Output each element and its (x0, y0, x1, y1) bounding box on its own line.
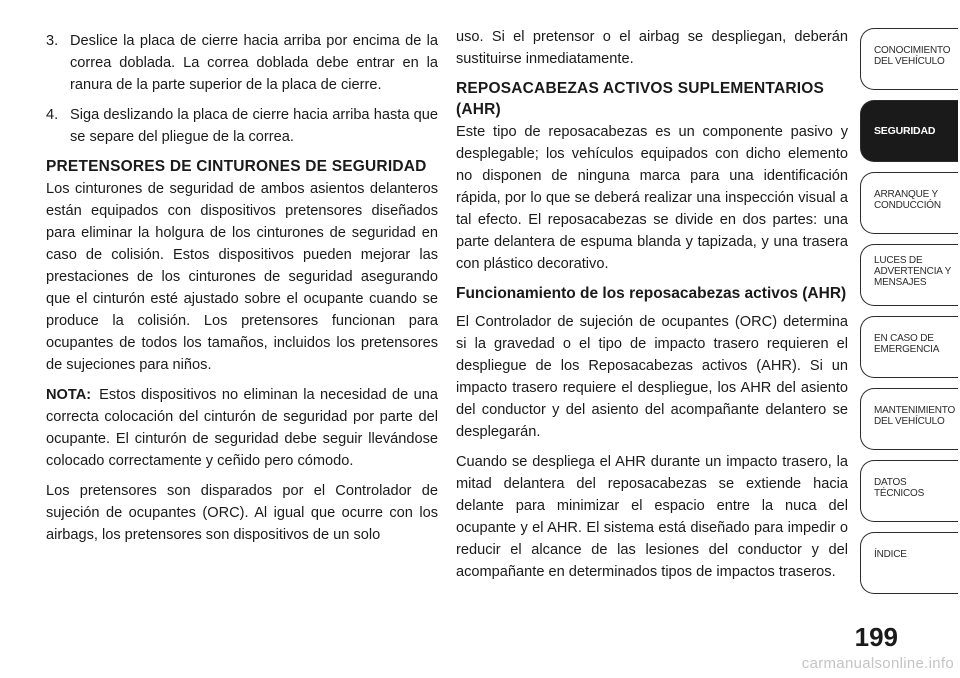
subsection-heading: Funcionamiento de los reposacabezas activos (AHR) (456, 285, 847, 302)
tab-conocimiento-del-vehiculo[interactable] (860, 28, 958, 90)
tab-label: DEL VEHÍCULO (874, 416, 945, 427)
tab-datos-tecnicos[interactable] (860, 460, 958, 522)
section-heading-ahr: REPOSACABEZAS ACTIVOS SUPLEMENTARIOS (AHR) (456, 80, 825, 118)
list-number: 3. (46, 33, 59, 49)
tab-luces-de-advertencia[interactable] (860, 244, 958, 306)
section-heading-pretensores: PRETENSORES DE CINTURONES DE SEGURIDAD (46, 158, 427, 175)
tab-label: ADVERTENCIA Y (874, 266, 952, 277)
tab-label: TÉCNICOS (874, 488, 925, 499)
list-number: 4. (46, 107, 59, 123)
note-label: NOTA: (46, 387, 92, 403)
tab-label: MANTENIMIENTO (874, 405, 956, 416)
tab-indice[interactable] (860, 532, 958, 594)
watermark: carmanualsonline.info (801, 655, 954, 672)
tab-label: LUCES DE (874, 255, 923, 266)
paragraph: Este tipo de reposacabezas es un componente pasivo y desplegable; los vehículos equipados con dicho elemento no disponen de ninguna marca para una identificación rápida, por lo que se deberá realizar una inspección visual a tal efecto. El reposacabezas se divide en dos partes: una parte delantera de espuma blanda y tapizada, y una trasera con plástico decorativo. (456, 124, 848, 272)
paragraph: Los pretensores son disparados por el Controlador de sujeción de ocupantes (ORC). Al igual que ocurre con los airbags, los pretensores son dispositivos de un solo (46, 483, 438, 543)
paragraph: Cuando se despliega el AHR durante un impacto trasero, la mitad delantera del reposacabezas se extiende hacia delante para minimizar el espacio entre la nuca del ocupante y el AHR. El sistema está diseñado para impedir o reducir el alcance de las lesiones del conductor y del acompañante en determinados tipos de impactos traseros. (456, 454, 848, 580)
tab-label: DEL VEHÍCULO (874, 56, 945, 67)
page-number: 199 (854, 622, 898, 652)
tab-label: EMERGENCIA (874, 344, 940, 355)
tab-label: EN CASO DE (874, 333, 934, 344)
list-item-3 (46, 30, 438, 96)
tab-en-caso-de-emergencia[interactable] (860, 316, 958, 378)
tab-mantenimiento-del-vehiculo[interactable] (860, 388, 958, 450)
list-item-4 (46, 104, 438, 148)
tab-arranque-y-conduccion[interactable] (860, 172, 958, 234)
note-text: Estos dispositivos no eliminan la necesidad de una correcta colocación del cinturón de seguridad por parte del ocupante. El cinturón de seguridad debe seguir llevándose colocado correctamente y ceñido pero cómodo. (46, 387, 438, 469)
tab-label: SEGURIDAD (874, 125, 936, 137)
right-column (456, 26, 848, 591)
note (46, 384, 438, 472)
tab-seguridad[interactable] (860, 100, 958, 162)
paragraph: El Controlador de sujeción de ocupantes (ORC) determina si la gravedad o el tipo de impacto trasero requieren el despliegue de los Reposacabezas activos (AHR). Si un impacto trasero requiere el despliegue, los AHR del asiento del conductor y del asiento del acompañante delantero se desplegarán. (456, 314, 848, 440)
chapter-tabs (860, 28, 958, 604)
tab-label: CONDUCCIÓN (874, 200, 941, 211)
tab-label: DATOS (874, 477, 907, 488)
paragraph: Los cinturones de seguridad de ambos asientos delanteros están equipados con dispositivos pretensores diseñados para eliminar la holgura de los cinturones de seguridad en caso de colisión. Estos dispositivos pueden mejorar las prestaciones de los cinturones de seguridad asegurando que el cinturón esté ajustado sobre el ocupante cuando se produce la colisión. Los pretensores funcionan para ocupantes de todos los tamaños, incluidos los pretensores de sujeciones para niños. (46, 181, 438, 373)
tab-label: ÍNDICE (874, 549, 907, 560)
tab-label: ARRANQUE Y (874, 189, 938, 200)
tab-label: CONOCIMIENTO (874, 45, 951, 56)
left-column (46, 30, 438, 554)
list-text: Deslice la placa de cierre hacia arriba por encima de la correa doblada. La correa doblada debe entrar en la ranura de la parte superior de la placa de cierre. (70, 33, 438, 93)
list-text: Siga deslizando la placa de cierre hacia arriba hasta que se separe del pliegue de la correa. (70, 107, 438, 145)
tab-label: MENSAJES (874, 277, 927, 288)
paragraph: uso. Si el pretensor o el airbag se despliegan, deberán sustituirse inmediatamente. (456, 29, 848, 67)
